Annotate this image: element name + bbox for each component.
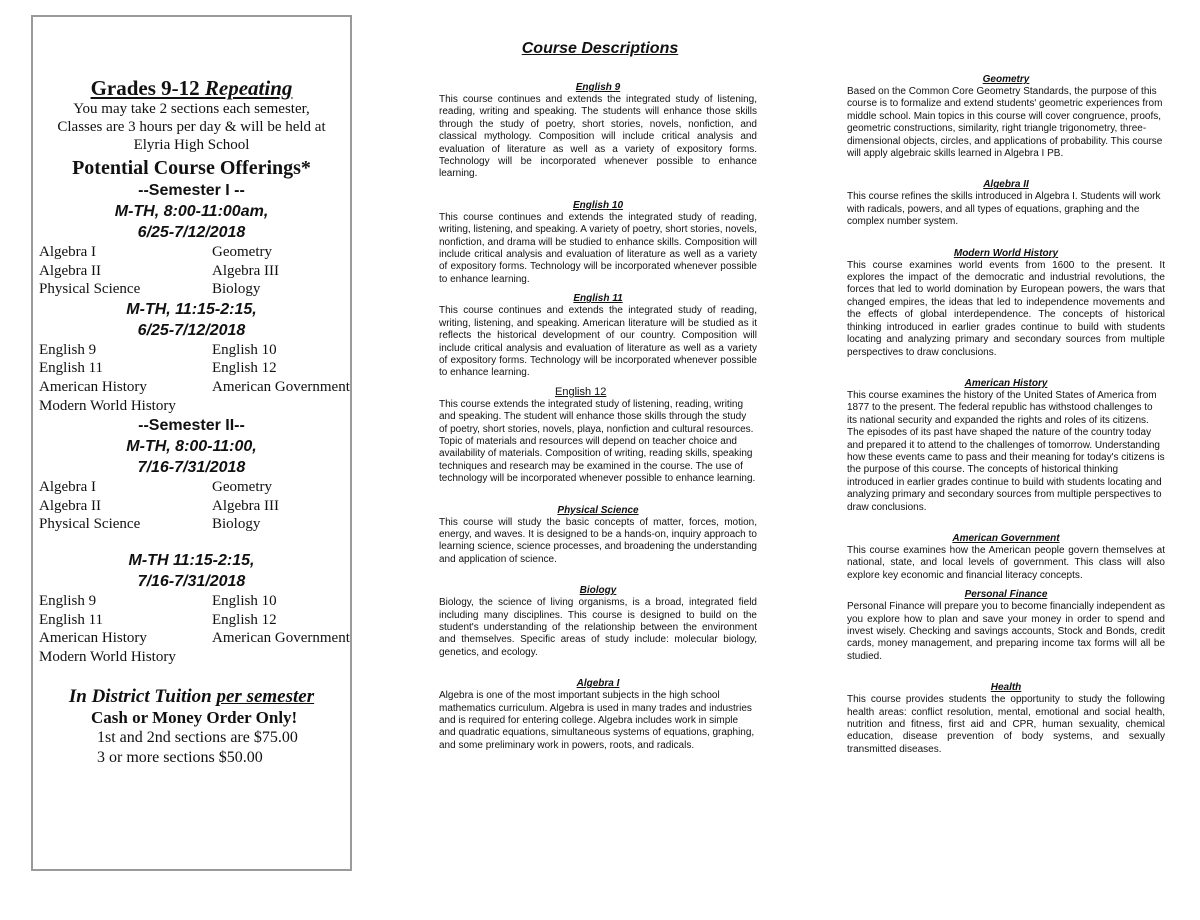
course-body: This course provides students the opportunity to study the following health areas: conflict resolution, mental, emotional and social health, nutrition and fitness, first aid and CPR, human sexuality, chemical education, disease prevention of body systems, and sexually transmitted diseases. xyxy=(847,694,1165,755)
course-body: Personal Finance will prepare you to become financially independent as you explore how to plan and save your money in order to spend and invest wisely. Checking and savings accounts, Stock and Bonds, credit cards, money management, and preparing income tax forms will all be studied. xyxy=(847,601,1165,662)
course-description xyxy=(847,532,1165,582)
title-text: Grades 9-12 xyxy=(90,76,205,100)
course-body: This course continues and extends the integrated study of listening, reading, writing and speaking. The students will enhance those skills through the study of poetry, short stories, novels, nonfiction, and classical mythology. Composition will include critical analysis and evaluation of literature as well as a variety of expository forms. Technology will be incorporated whenever possible to enhance learning. xyxy=(439,94,757,180)
course-description xyxy=(847,247,1165,359)
course-description xyxy=(439,199,757,286)
tuition-prefix: In District Tuition xyxy=(68,686,217,708)
panel-title xyxy=(39,76,344,100)
course-body: This course examines world events from 1600 to the present. It explores the impact of the democratic and industrial revolutions, the forces that led to world domination by European powers, the wars that changed empires, the ideas that led to independence movements and the effects of global interdependence. The concepts of historical thinking introduced in earlier grades continue to build with students locating and analyzing primary and secondary sources from multiple perspectives to draw conclusions. xyxy=(847,259,1165,358)
course-name: Algebra I xyxy=(39,244,97,260)
price-line-1: 1st and 2nd sections are $75.00 xyxy=(97,729,298,747)
course-body: This course refines the skills introduced in Algebra I. Students will work with radicals, powers, and all types of equations, graphing and the complex number system. xyxy=(847,191,1161,228)
course-description xyxy=(439,584,757,659)
course-heading: Modern World History xyxy=(953,247,1059,259)
course-name: Biology xyxy=(212,516,261,533)
course-name: Geometry xyxy=(212,479,272,496)
semester-2-block-1-time: M-TH, 8:00-11:00, xyxy=(126,438,257,456)
course-heading: Algebra I xyxy=(576,678,620,690)
course-heading: American History xyxy=(964,377,1048,389)
course-heading: Health xyxy=(990,682,1022,694)
course-name: Algebra III xyxy=(212,262,280,279)
course-body: This course extends the integrated study of listening, reading, writing and speaking. The student will enhance those skills through the study of poetry, short stories, novels, playa, nonfiction and cultural resources. Topic of materials and resources will depend on teacher choice and availability of materials. Composition of writing, reading skills, speaking techniques and research may be examined in the course. The use of technology will be incorporated whenever possible to enhance learning. xyxy=(439,398,756,485)
course-heading: English 10 xyxy=(572,199,623,211)
semester-2-block-2-dates: 7/16-7/31/2018 xyxy=(137,572,246,590)
course-name: Physical Science xyxy=(39,281,141,298)
course-name: Algebra II xyxy=(39,497,102,514)
course-body: This course examines the history of the United States of America from 1877 to the present. The federal republic has withstood challenges to its national security and expanded the rights and roles of its citizens. The episodes of its past have shaped the nature of the country today and prepared it to attend to the challenges of tomorrow. Understanding how these events came to pass and their meaning for today's citizens is the purpose of this course. The concepts of historical thinking introduced in earlier grades continue to build with students locating and analyzing primary and secondary sources from multiple perspectives to draw conclusions. xyxy=(847,389,1165,513)
descriptions-column-middle xyxy=(439,81,757,752)
course-name: English 9 xyxy=(39,592,97,609)
course-body: Biology, the science of living organisms, is a broad, integrated field including many disciplines. This course is designed to build on the student's understanding of the relationship between the environment and themselves. Specific areas of study include: molecular biology, genetics, and ecology. xyxy=(439,597,757,658)
course-description xyxy=(439,81,757,181)
intro-line-3: Elyria High School xyxy=(133,137,250,153)
course-description xyxy=(847,73,1165,160)
semester-1-block-1-dates: 6/25-7/12/2018 xyxy=(137,224,246,241)
course-name: Geometry xyxy=(212,244,272,260)
course-heading: English 11 xyxy=(573,293,623,305)
course-grid xyxy=(39,478,344,534)
course-body: This course will study the basic concepts of matter, forces, motion, energy, and waves. It is designed to be a hands-on, inquiry approach to learning science, science processes, and broadening the understanding and application of science. xyxy=(439,516,757,565)
course-description xyxy=(439,386,757,486)
course-name: English 10 xyxy=(212,592,277,609)
semester-1-block-2-time: M-TH, 11:15-2:15, xyxy=(126,300,257,318)
course-name: Biology xyxy=(212,281,261,298)
course-body: This course continues and extends the integrated study of reading, writing, listening, and speaking. A variety of poetry, short stories, novels, nonfiction, and drama will be studied to enhance skills. Composition will include critical analysis and evaluation of literature as well as a variety of expository forms. Technology will be incorporated whenever possible to enhance learning. xyxy=(439,211,757,285)
price-line-2: 3 or more sections $50.00 xyxy=(97,749,263,767)
intro-line-1: You may take 2 sections each semester, xyxy=(73,101,310,117)
course-name: Algebra I xyxy=(39,479,97,496)
course-heading: English 9 xyxy=(575,82,621,93)
course-body: Based on the Common Core Geometry Standards, the purpose of this course is to formalize and extend students' geometric experiences from middle school. Main topics in this course will cover congruence, proofs, geometric constructions, similarity, right triangle trigonometry, three-dimensional objects, circles, and applications of probability. This course will apply algebraic skills learned in Algebra I PB. xyxy=(847,86,1163,160)
course-heading: Physical Science xyxy=(557,504,639,516)
course-name: Physical Science xyxy=(39,516,141,533)
course-body: This course examines how the American people govern themselves at national, state, and local levels of government. This class will also explore key economic and financial literacy concepts. xyxy=(847,544,1165,581)
semester-1-block-1-time: M-TH, 8:00-11:00am, xyxy=(114,203,269,220)
tuition-heading xyxy=(39,686,344,708)
course-description xyxy=(439,504,757,567)
course-grid xyxy=(39,341,350,397)
course-name: English 12 xyxy=(212,611,277,628)
course-heading: Algebra II xyxy=(983,179,1029,191)
course-name: English 12 xyxy=(212,360,277,377)
intro-line-2: Classes are 3 hours per day & will be held at xyxy=(57,119,326,135)
course-name: Modern World History xyxy=(39,397,176,414)
page-title: Course Descriptions xyxy=(521,40,679,57)
course-body: Algebra is one of the most important subjects in the high school mathematics curriculum. Algebra is used in many trades and industries and is required for entering college. Algebra includes work in simple and quadratic equations, simultaneous systems of equations, graphing, and some preliminary work in powers, roots, and radicals. xyxy=(439,690,755,751)
course-grid xyxy=(39,243,344,299)
course-name: English 11 xyxy=(39,611,104,628)
course-name: Modern World History xyxy=(39,648,176,665)
course-description xyxy=(439,292,757,379)
course-description xyxy=(439,677,757,752)
course-heading: English 12 xyxy=(555,385,607,398)
payment-note: Cash or Money Order Only! xyxy=(91,708,298,728)
semester-2-heading: --Semester II-- xyxy=(138,417,245,435)
course-heading: Geometry xyxy=(982,74,1030,85)
semester-2-block-1-dates: 7/16-7/31/2018 xyxy=(137,459,246,477)
semester-2-block-2-time: M-TH 11:15-2:15, xyxy=(128,551,255,569)
course-name: American History xyxy=(39,630,147,647)
course-name: American History xyxy=(39,378,147,395)
course-name: Algebra II xyxy=(39,262,102,279)
course-description xyxy=(847,681,1165,756)
tuition-underlined: per semester xyxy=(216,686,315,708)
semester-1-block-2-dates: 6/25-7/12/2018 xyxy=(137,321,246,339)
course-description xyxy=(847,178,1165,228)
title-italic: Repeating xyxy=(204,76,293,100)
course-body: This course continues and extends the integrated study of reading, writing, listening, and speaking. American literature will be studied as it reflects the historical development of our country. Composition will include critical analysis and evaluation of literature as well as a variety of expository forms. Technology will be incorporated whenever possible to enhance learning. xyxy=(439,305,757,379)
course-heading: Personal Finance xyxy=(964,589,1048,601)
descriptions-column-right xyxy=(847,73,1165,756)
course-heading: Biology xyxy=(579,585,617,597)
course-name: English 9 xyxy=(39,341,97,358)
course-name: American Government xyxy=(212,378,350,395)
course-grid xyxy=(39,592,350,648)
course-name: Algebra III xyxy=(212,497,280,514)
semester-1-heading: --Semester I -- xyxy=(138,182,245,199)
course-description xyxy=(847,377,1165,514)
course-name: American Government xyxy=(212,630,350,647)
schedule-content xyxy=(39,76,350,768)
offerings-heading: Potential Course Offerings* xyxy=(72,157,311,179)
schedule-panel xyxy=(31,15,352,871)
course-name: English 11 xyxy=(39,360,104,377)
course-description xyxy=(847,588,1165,663)
course-name: English 10 xyxy=(212,341,277,358)
course-heading: American Government xyxy=(952,532,1060,544)
